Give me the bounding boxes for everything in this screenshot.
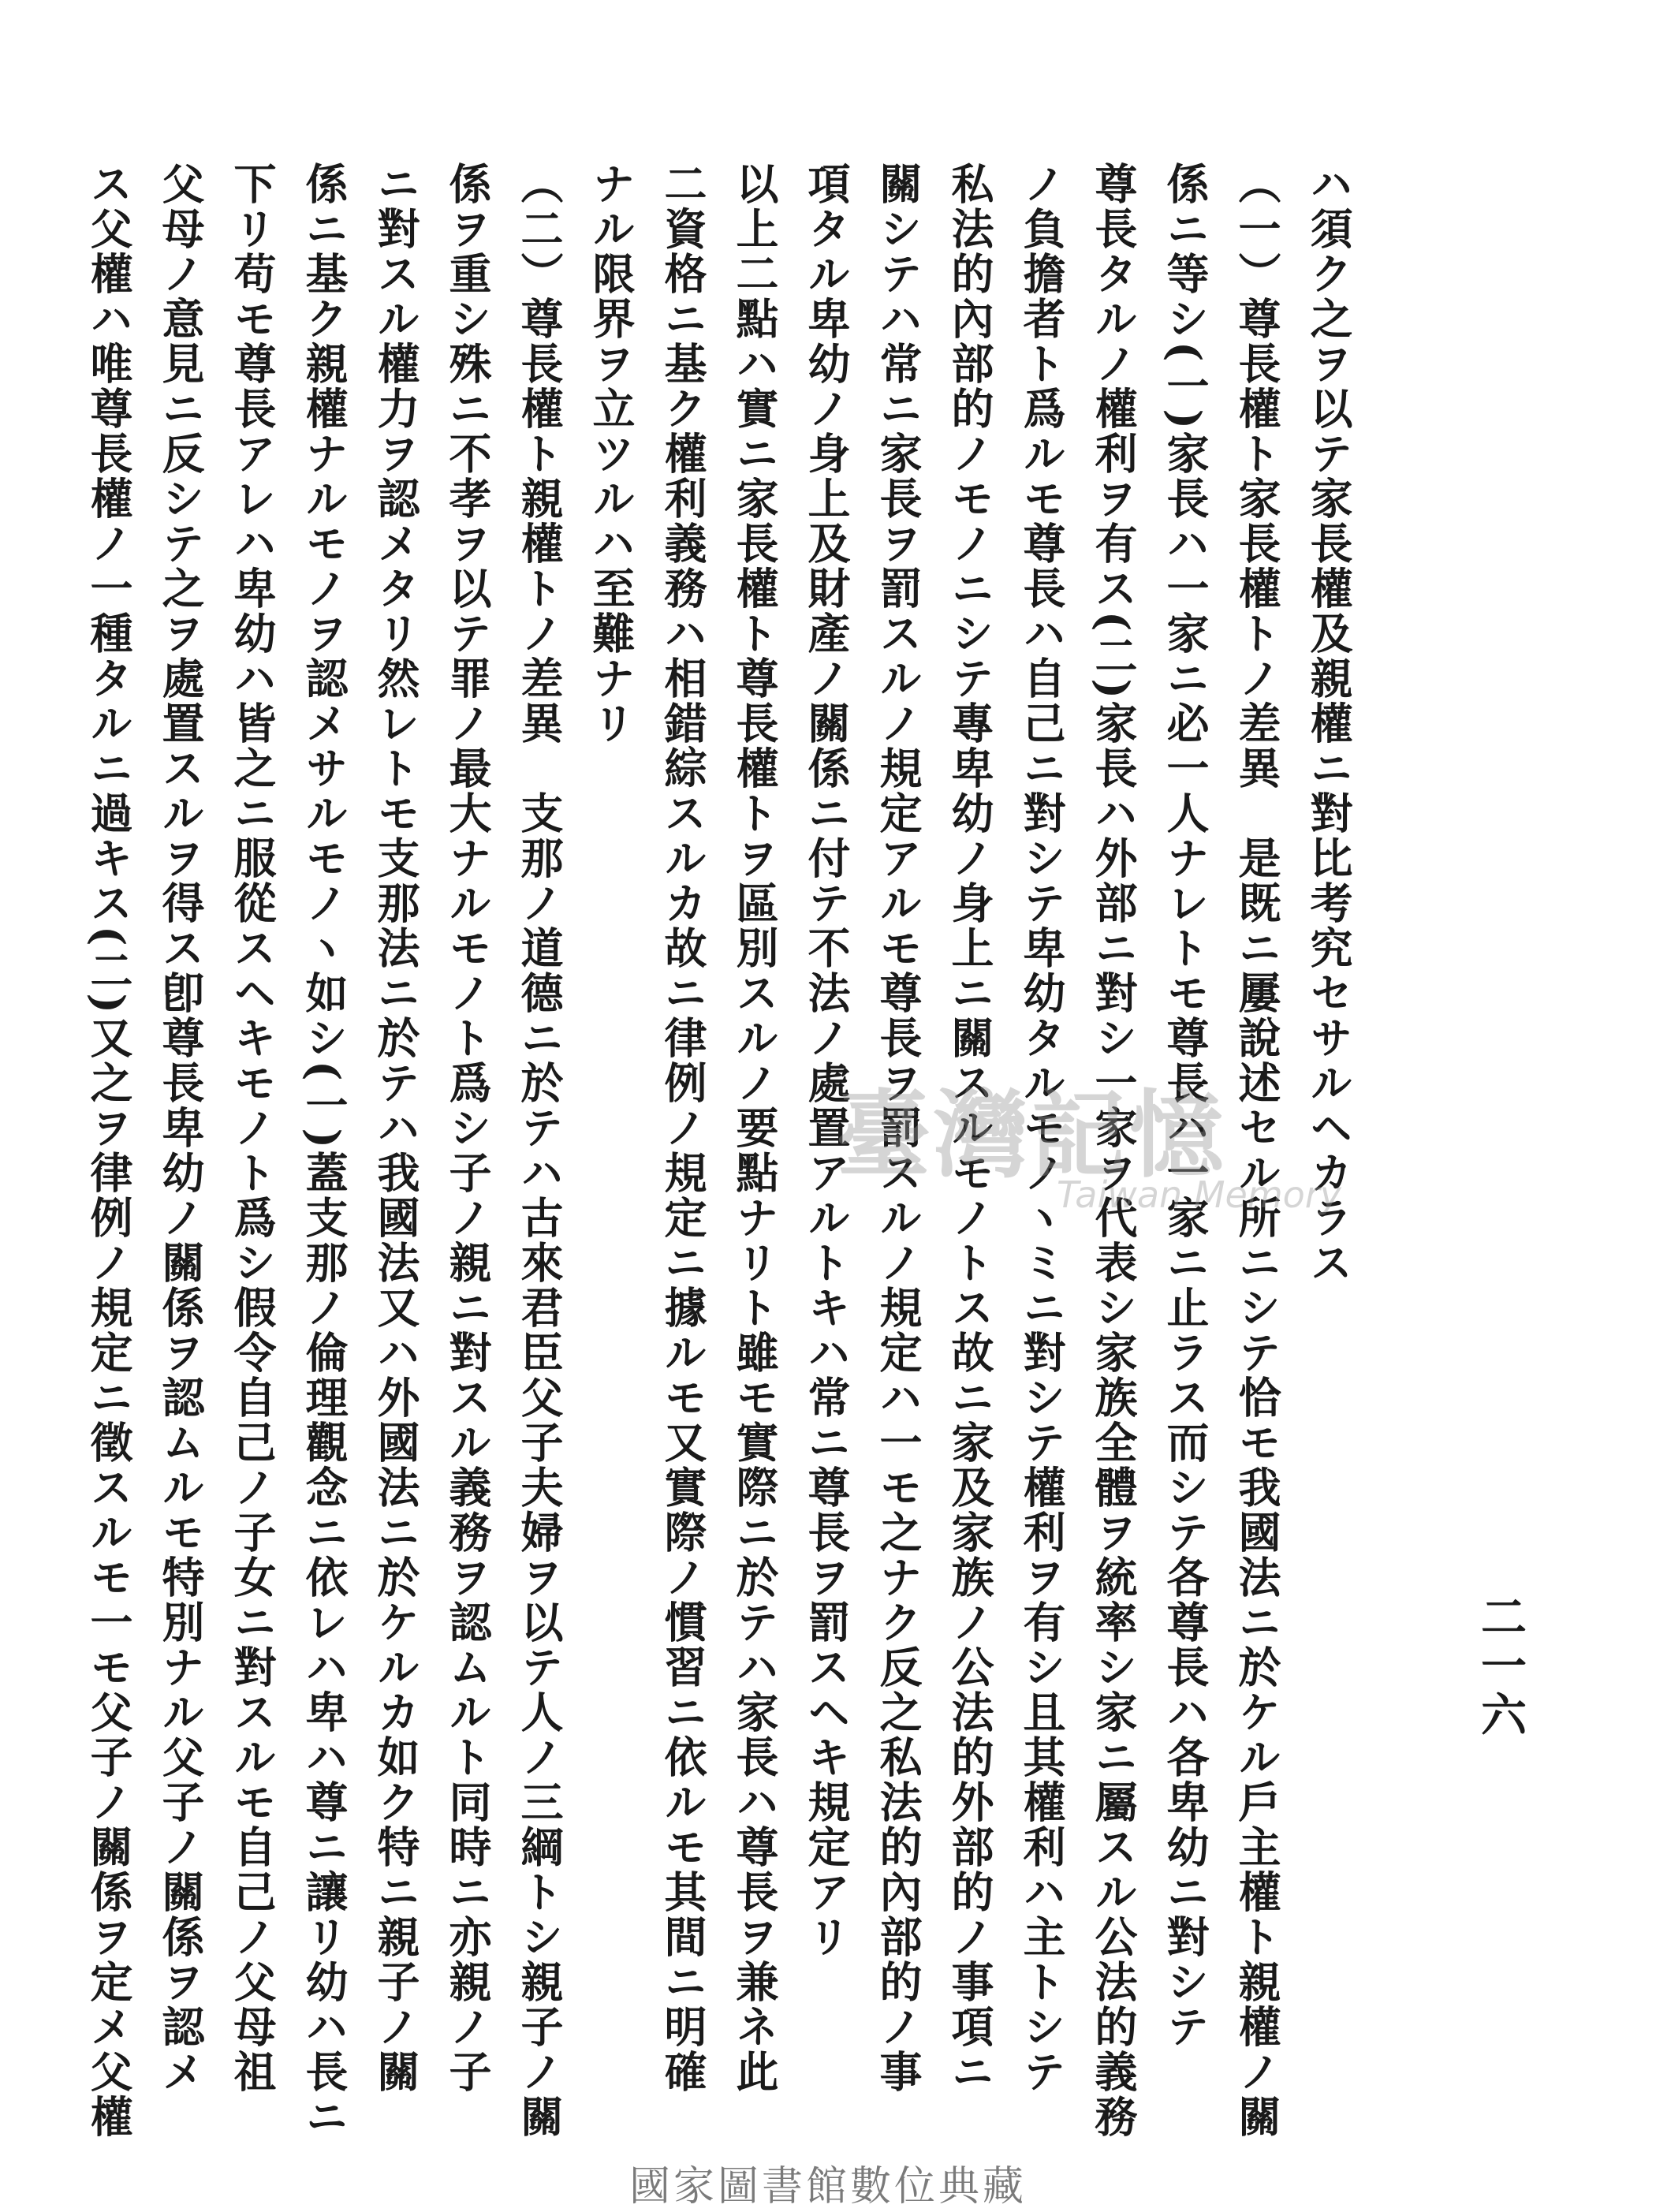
watermark (836, 1080, 1341, 1216)
text-column: 下リ苟モ尊長アレハ卑幼ハ皆之ニ服從スヘキモノト爲シ假令自己ノ子女ニ對スルモ自己ノ父母祖 (227, 162, 278, 2094)
text-column: ス父權ハ唯尊長權ノ一種タルニ過キス(二)又之ヲ律例ノ規定ニ徵スルモ一モ父子ノ關係ヲ定メ父權 (84, 162, 134, 2140)
text-column: （一）尊長權ト家長權トノ差異 是既ニ屢說述セル所ニシテ恰モ我國法ニ於ケル戶主權ト親權ノ關 (1232, 162, 1282, 2139)
text-column: 係ニ基ク親權ナルモノヲ認メサルモノヽ如シ(一)蓋支那ノ倫理觀念ニ依レハ卑ハ尊ニ讓リ幼ハ長ニ (299, 162, 349, 2140)
watermark-english: Taiwan Memory (1057, 1173, 1341, 1216)
text-column: 關シテハ常ニ家長ヲ罰スルノ規定アルモ尊長ヲ罰スルノ規定ハ一モ之ナク反之私法的內部的ノ事 (873, 162, 923, 2094)
text-column: ニ對スル權力ヲ認メタリ然レトモ支那法ニ於テハ我國法又ハ外國法ニ於ケルカ如ク特ニ親子ノ關 (371, 162, 421, 2094)
text-column: 私法的內部的ノモノニシテ專卑幼ノ身上ニ關スルモノトス故ニ家及家族ノ公法的外部的ノ事項ニ (945, 162, 995, 2094)
footer-credit: 國家圖書館數位典藏 (628, 2163, 1027, 2210)
text-column: 係ニ等シ(一)家長ハ一家ニ必一人ナレトモ尊長ハ一家ニ止ラス而シテ各尊長ハ各卑幼ニ對シテ (1160, 162, 1210, 2050)
page-number: 二一六 (1473, 1593, 1527, 1740)
text-column: 以上二點ハ實ニ家長權ト尊長權トヲ區別スルノ要點ナリト雖モ實際ニ於テハ家長ハ尊長ヲ兼ネ此 (729, 162, 780, 2094)
watermark-chinese: 臺灣記憶 (836, 1080, 1227, 1191)
text-column: 項タル卑幼ノ身上及財產ノ關係ニ付テ不法ノ處置アルトキハ常ニ尊長ヲ罰スヘキ規定アリ (801, 162, 852, 1960)
text-column: 尊長タルノ權利ヲ有ス(二)家長ハ外部ニ對シ一家ヲ代表シ家族全體ヲ統率シ家ニ屬スル公法的義務 (1088, 162, 1139, 2140)
text-column: ノ負擔者ト爲ルモ尊長ハ自己ニ對シテ卑幼タルモノヽミニ對シテ權利ヲ有シ且其權利ハ主トシテ (1016, 162, 1067, 2094)
text-column: 父母ノ意見ニ反シテ之ヲ處置スルヲ得ス卽尊長卑幼ノ關係ヲ認ムルモ特別ナル父子ノ關係ヲ認メ (155, 162, 206, 2094)
text-column: 二資格ニ基ク權利義務ハ相錯綜スルカ故ニ律例ノ規定ニ據ルモ又實際ノ慣習ニ依ルモ其間ニ明確 (658, 162, 708, 2094)
text-column: ハ須ク之ヲ以テ家長權及親權ニ對比考究セサルヘカラス (1304, 162, 1354, 1285)
text-column: （二）尊長權ト親權トノ差異 支那ノ道德ニ於テハ古來君臣父子夫婦ヲ以テ人ノ三綱トシ親子ノ關 (514, 162, 565, 2139)
text-column: 係ヲ重シ殊ニ不孝ヲ以テ罪ノ最大ナルモノト爲シ子ノ親ニ對スル義務ヲ認ムルト同時ニ亦親ノ子 (442, 162, 493, 2094)
text-column: ナル限界ヲ立ツルハ至難ナリ (586, 162, 636, 746)
